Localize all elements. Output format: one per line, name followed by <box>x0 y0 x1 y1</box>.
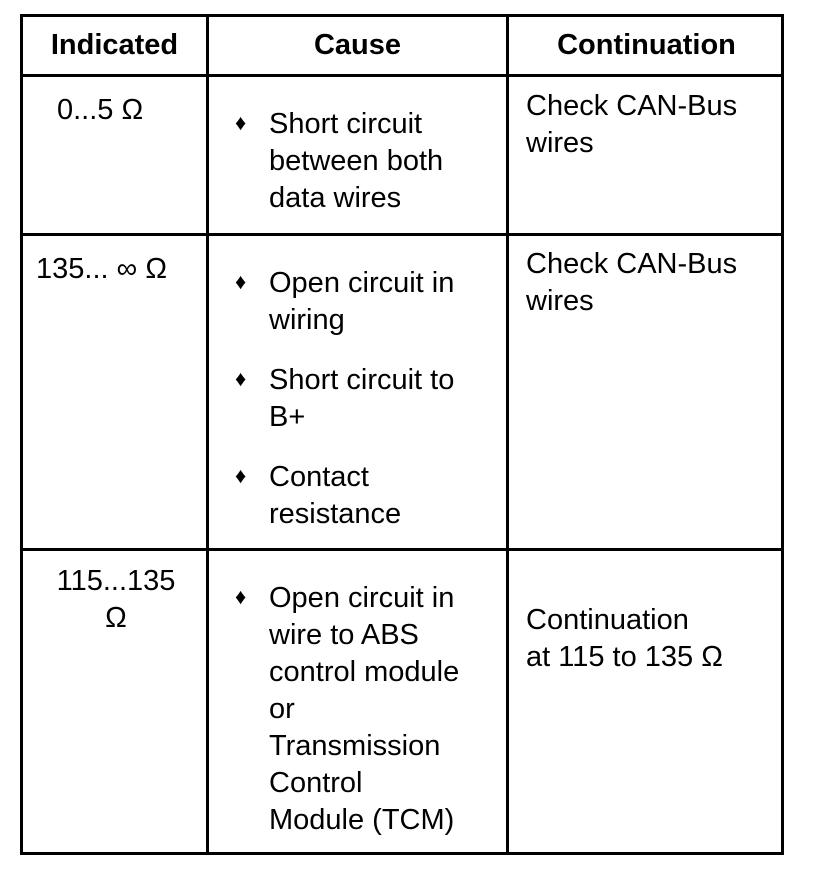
cause-text: Short circuit between both data wires <box>269 108 444 214</box>
bullet-icon: ♦ <box>235 584 247 609</box>
row3-continuation: Continuation at 115 to 135 Ω <box>526 604 723 673</box>
cause-text: Short circuit to B+ <box>269 364 455 433</box>
row3-indicated: 115...135 Ω <box>56 565 176 634</box>
header-indicated: Indicated <box>50 29 179 61</box>
row-divider <box>23 233 781 236</box>
bullet-icon: ♦ <box>235 366 247 391</box>
row2-indicated: 135... ∞ Ω <box>36 253 168 285</box>
header-cause: Cause <box>313 29 402 61</box>
cause-text: Open circuit in wire to ABS control module or Transmission Control Module (TCM) <box>269 582 460 836</box>
bullet-icon: ♦ <box>235 110 247 135</box>
row1-indicated: 0...5 Ω <box>57 94 144 126</box>
row1-cause <box>235 106 505 226</box>
bullet-icon: ♦ <box>235 269 247 294</box>
row2-cause <box>235 265 505 535</box>
row1-continuation: Check CAN-Bus wires <box>526 90 738 159</box>
resistance-table <box>20 14 784 855</box>
bullet-icon: ♦ <box>235 463 247 488</box>
column-divider <box>206 17 209 852</box>
cause-text: Open circuit in wiring <box>269 267 455 336</box>
row-divider <box>23 74 781 77</box>
header-continuation: Continuation <box>557 29 736 61</box>
row-divider <box>23 548 781 551</box>
row2-continuation: Check CAN-Bus wires <box>526 248 738 317</box>
cause-text: Contact resistance <box>269 461 402 530</box>
row3-cause <box>235 580 505 850</box>
